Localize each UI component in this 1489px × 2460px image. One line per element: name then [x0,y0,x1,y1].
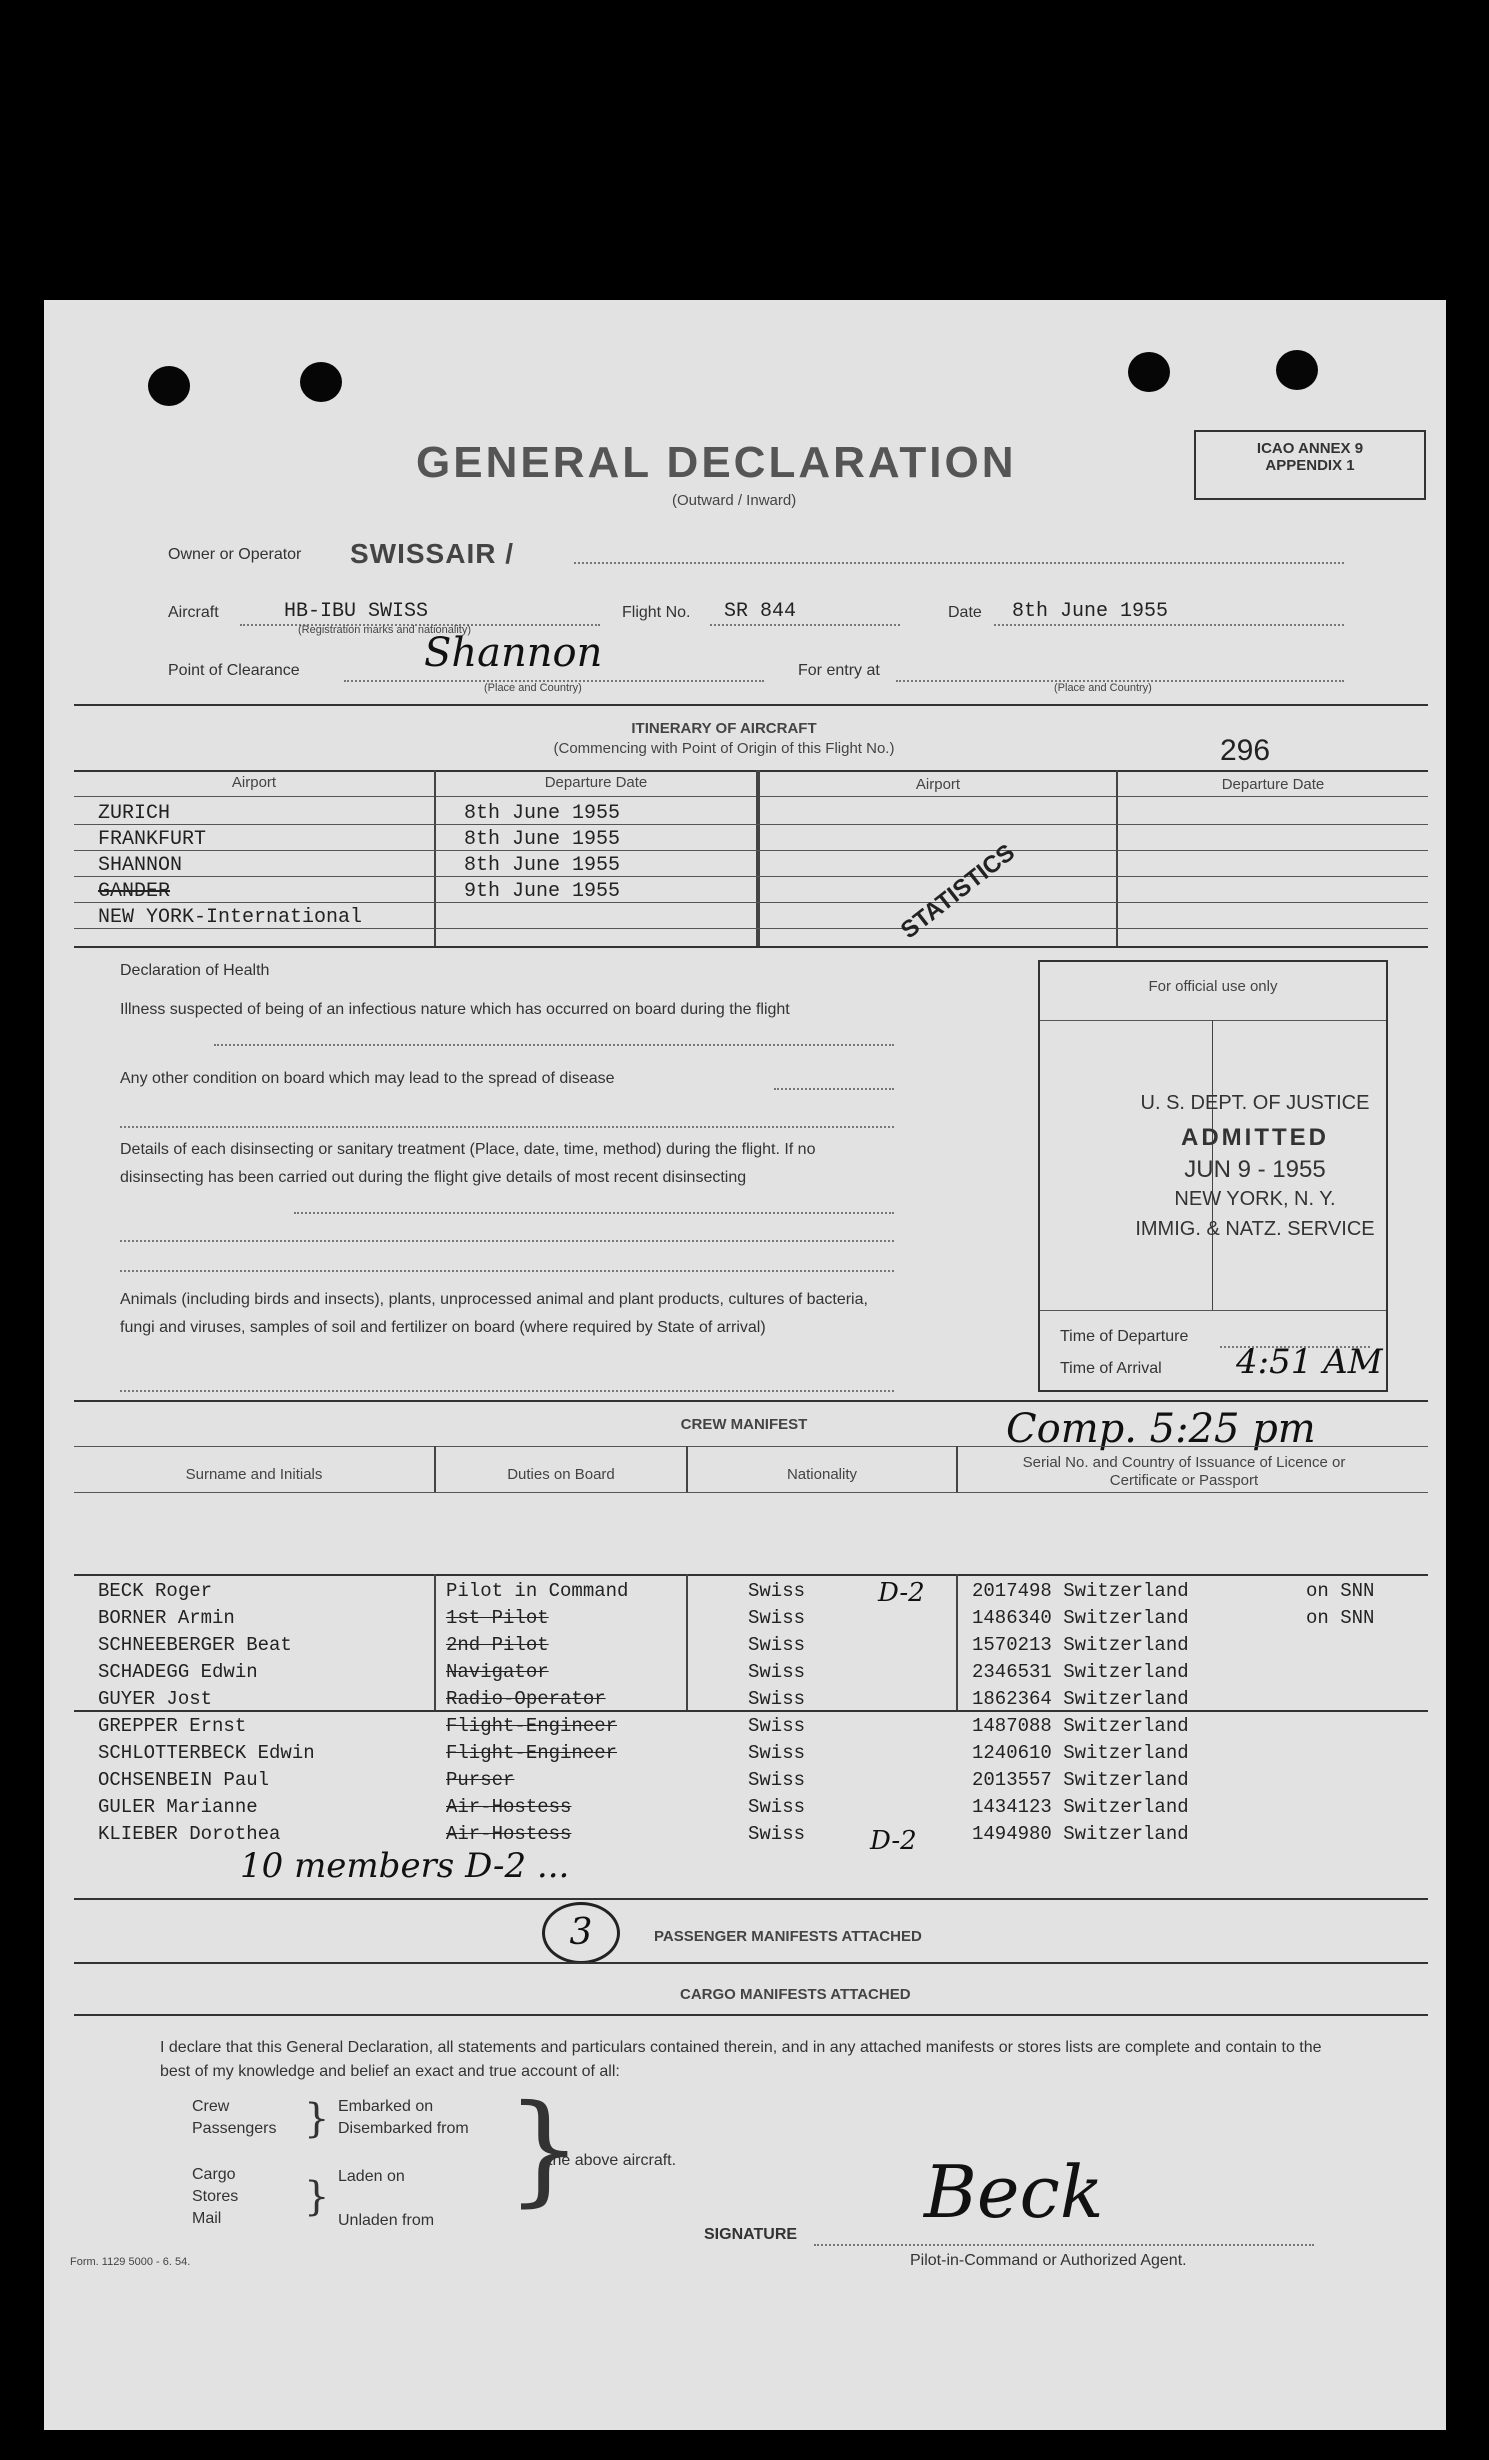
crew-duty: Flight-Engineer [446,1742,618,1764]
manifest-rule [74,1898,1428,1900]
crew-name: SCHNEEBERGER Beat [98,1634,292,1656]
flight-label: Flight No. [622,604,691,621]
crew-nationality: Swiss [748,1769,806,1791]
crew-nationality: Swiss [748,1607,806,1629]
official-use-box [1038,960,1388,1392]
crew-duty: Navigator [446,1661,549,1683]
decl-unladen: Unladen from [338,2212,435,2229]
entry-label: For entry at [798,662,880,679]
itin-col-date-2: Departure Date [1221,776,1325,793]
crew-divider [434,1574,436,1710]
aircraft-note: (Registration marks and nationality) [298,624,472,636]
form-subtitle: (Outward / Inward) [672,492,797,509]
clearance-place-note: (Place and Country) [484,682,582,694]
health-blank-line [120,1126,894,1128]
itin-col-airport: Airport [231,774,277,791]
owner-value: SWISSAIR / [350,538,515,569]
flight-value: SR 844 [724,600,797,623]
decl-crew: Crew [192,2098,230,2115]
crew-serial: 2346531 Switzerland [972,1661,1189,1683]
crew-header-top [74,1446,1428,1447]
punch-hole [1276,350,1318,390]
official-stamp-line: JUN 9 - 1955 [1184,1156,1326,1183]
crew-duty: Flight-Engineer [446,1715,618,1737]
itin-row-line [74,850,1428,851]
crew-col-name: Surname and Initials [185,1466,323,1483]
itin-airport: ZURICH [98,802,171,825]
crew-nationality: Swiss [748,1796,806,1818]
date-value: 8th June 1955 [1012,600,1169,623]
itin-date: 8th June 1955 [464,802,621,825]
departure-time-label: Time of Departure [1060,1328,1189,1345]
aircraft-label: Aircraft [168,604,219,621]
crew-duty: 2nd Pilot [446,1634,549,1656]
annex-line-2: APPENDIX 1 [1265,457,1355,474]
crew-col-nationality: Nationality [786,1466,858,1483]
punch-hole [148,366,190,406]
crew-name: BORNER Armin [98,1607,235,1629]
punch-hole [1128,352,1170,392]
health-q2: Any other condition on board which may lead to the spread of disease [120,1070,615,1087]
crew-handwritten-note: Comp. 5:25 pm [1006,1406,1316,1452]
itin-date: 8th June 1955 [464,854,621,877]
itin-airport: FRANKFURT [98,828,207,851]
form-code: Form. 1129 5000 - 6. 54. [70,2256,191,2268]
crew-col-serial: Serial No. and Country of Issuance of Licence or Certificate or Passport [1022,1454,1346,1489]
crew-divider [686,1446,688,1492]
clearance-label: Point of Clearance [168,662,300,679]
signature-label: SIGNATURE [704,2226,798,2243]
signature-line [814,2244,1314,2246]
crew-name: GULER Marianne [98,1796,258,1818]
crew-nationality: Swiss [748,1634,806,1656]
official-divider [1040,1310,1386,1311]
annex-line-1: ICAO ANNEX 9 [1256,440,1364,457]
crew-duty: Air-Hostess [446,1796,572,1818]
decl-mail: Mail [192,2210,222,2227]
itin-row-line [74,902,1428,903]
crew-name: BECK Roger [98,1580,213,1602]
crew-divider [956,1574,958,1710]
crew-duty: 1st Pilot [446,1607,549,1629]
health-q1: Illness suspected of being of an infectious nature which has occurred on board during the flight [120,1001,790,1018]
decl-bracket: } [304,2174,330,2220]
health-q4: Animals (including birds and insects), plants, unprocessed animal and plant products, cultures of bacteria, fungi and viruses, samples of soil and fertilizer on board (where required by State of arrival) [120,1291,868,1336]
itinerary-title: ITINERARY OF AIRCRAFT [631,720,817,737]
itin-col-airport-2: Airport [915,776,961,793]
owner-label: Owner or Operator [168,546,302,563]
crew-body-bottom [74,1710,1428,1712]
crew-note: on SNN [1306,1580,1375,1602]
crew-name: GUYER Jost [98,1688,213,1710]
passenger-manifest-label: PASSENGER MANIFESTS ATTACHED [654,1928,922,1945]
crew-divider [956,1446,958,1492]
arrival-time-value: 4:51 AM [1236,1342,1383,1382]
itin-divider [756,770,760,946]
crew-name: OCHSENBEIN Paul [98,1769,270,1791]
crew-duty: Purser [446,1769,515,1791]
crew-top-rule [74,1400,1428,1402]
manifest-rule [74,2014,1428,2016]
crew-divider [434,1446,436,1492]
form-title: GENERAL DECLARATION [416,438,1017,487]
itin-divider [434,770,436,946]
declaration-form [44,300,1446,2430]
decl-bracket-large: } [506,2080,583,2219]
crew-serial: 2017498 Switzerland [972,1580,1189,1602]
itin-divider [1116,770,1118,946]
d2-mark: D-2 [870,1826,917,1856]
crew-serial: 1862364 Switzerland [972,1688,1189,1710]
crew-col-duty: Duties on Board [507,1466,615,1483]
decl-passengers: Passengers [192,2120,277,2137]
crew-nationality: Swiss [748,1742,806,1764]
crew-serial: 1240610 Switzerland [972,1742,1189,1764]
crew-nationality: Swiss [748,1580,806,1602]
entry-place-note: (Place and Country) [1054,682,1152,694]
itin-airport: SHANNON [98,854,183,877]
crew-nationality: Swiss [748,1823,806,1845]
date-line [994,624,1344,626]
itin-date: 8th June 1955 [464,828,621,851]
decl-bracket: } [304,2096,330,2142]
itin-col-date: Departure Date [544,774,648,791]
official-stamp-line: ADMITTED [1181,1124,1329,1151]
page-number: 296 [1220,734,1271,767]
crew-header-bottom [74,1492,1428,1493]
crew-serial: 1486340 Switzerland [972,1607,1189,1629]
declaration-text: I declare that this General Declaration, all statements and particulars contained therein, and in any attached manifests or stores lists are complete and contain to the best of my knowledge and belief an exact and true account of all: [160,2039,1322,2080]
decl-above-aircraft: the above aircraft. [548,2152,677,2169]
crew-body-top [74,1574,1428,1576]
crew-title: CREW MANIFEST [680,1416,808,1433]
crew-serial: 1570213 Switzerland [972,1634,1189,1656]
crew-duty: Radio-Operator [446,1688,606,1710]
crew-serial: 1494980 Switzerland [972,1823,1189,1845]
crew-serial: 1434123 Switzerland [972,1796,1189,1818]
annex-box [1194,430,1426,500]
health-q3-line [294,1212,894,1214]
itinerary-bottom-rule [74,946,1428,948]
clearance-value: Shannon [424,630,603,676]
itin-row-line [74,876,1428,877]
health-q3: Details of each disinsecting or sanitary treatment (Place, date, time, method) during the flight. If no disinsecting has been carried out during the flight give details of most recent disinsecting [120,1141,816,1186]
health-blank-line [120,1270,894,1272]
signature-value: Beck [924,2150,1104,2234]
crew-name: KLIEBER Dorothea [98,1823,281,1845]
decl-laden: Laden on [338,2168,405,2185]
decl-embarked: Embarked on [338,2098,434,2115]
official-stamp-line: NEW YORK, N. Y. [1174,1188,1336,1210]
itin-airport: NEW YORK-International [98,906,363,929]
date-label: Date [948,604,982,621]
crew-note: on SNN [1306,1607,1375,1629]
crew-serial: 2013557 Switzerland [972,1769,1189,1791]
itin-date: 9th June 1955 [464,880,621,903]
crew-nationality: Swiss [748,1688,806,1710]
statistics-stamp: STATISTICS [895,838,1020,945]
official-stamp-line: U. S. DEPT. OF JUSTICE [1140,1092,1370,1114]
health-q2-line [774,1088,894,1090]
itinerary-top-rule [74,704,1428,706]
decl-stores: Stores [192,2188,239,2205]
health-blank-line [120,1240,894,1242]
aircraft-value: HB-IBU SWISS [284,600,429,623]
signer-role: Pilot-in-Command or Authorized Agent. [910,2252,1187,2269]
crew-nationality: Swiss [748,1715,806,1737]
health-heading: Declaration of Health [120,962,270,979]
itin-airport: GANDER [98,880,171,903]
crew-footer-note: 10 members D-2 ... [240,1846,570,1886]
arrival-time-label: Time of Arrival [1060,1360,1162,1377]
itin-row-line [74,824,1428,825]
crew-serial: 1487088 Switzerland [972,1715,1189,1737]
official-heading: For official use only [1148,978,1278,995]
itinerary-header-top [74,770,1428,772]
crew-name: SCHADEGG Edwin [98,1661,258,1683]
official-stamp-line: IMMIG. & NATZ. SERVICE [1135,1218,1375,1240]
passenger-count: 3 [569,1912,593,1953]
itinerary-note: (Commencing with Point of Origin of this Flight No.) [553,740,895,757]
crew-nationality: Swiss [748,1661,806,1683]
itinerary-header-bottom [74,796,1428,797]
cargo-manifest-label: CARGO MANIFESTS ATTACHED [680,1986,911,2003]
health-q1-line [214,1044,894,1046]
decl-cargo: Cargo [192,2166,236,2183]
manifest-rule [74,1962,1428,1964]
flight-line [710,624,900,626]
passenger-count-circle [542,1902,620,1964]
decl-disembarked: Disembarked from [338,2120,469,2137]
crew-name: GREPPER Ernst [98,1715,247,1737]
punch-hole [300,362,342,402]
crew-duty: Pilot in Command [446,1580,629,1602]
health-q4-line [120,1390,894,1392]
crew-name: SCHLOTTERBECK Edwin [98,1742,315,1764]
crew-divider [686,1574,688,1710]
d2-mark: D-2 [878,1578,925,1608]
owner-line [574,562,1344,564]
crew-duty: Air-Hostess [446,1823,572,1845]
official-divider [1040,1020,1386,1021]
